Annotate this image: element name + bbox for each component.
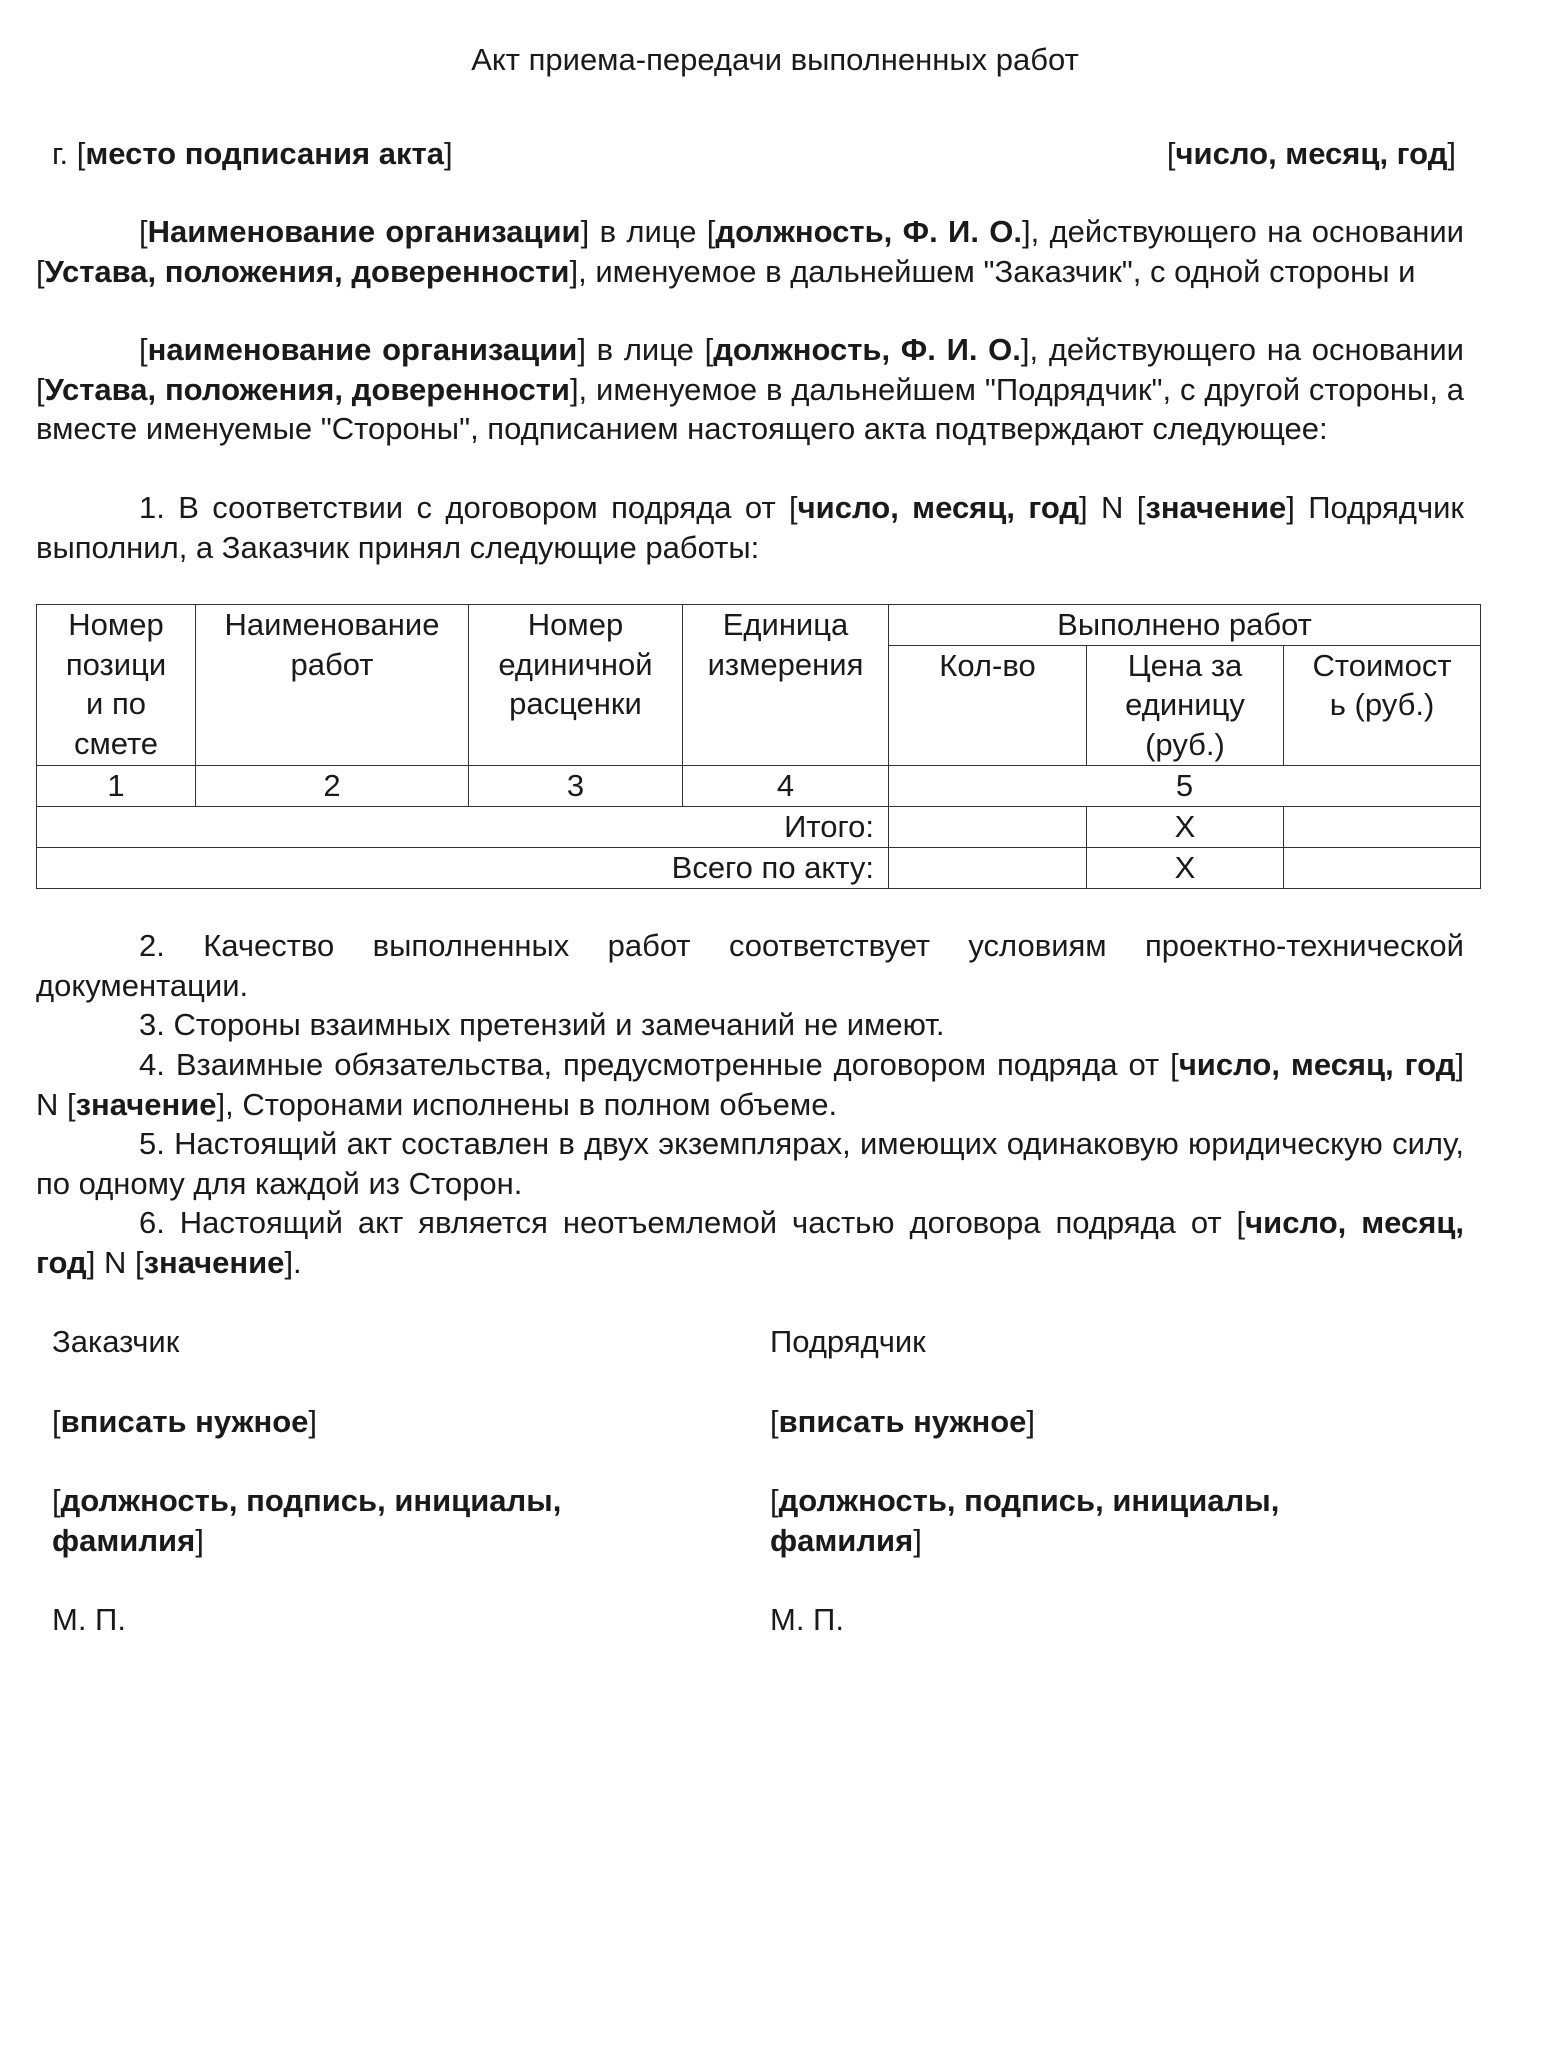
column-number: 4 [683, 765, 889, 806]
clause-5: 5. Настоящий акт составлен в двух экземплярах, имеющих одинаковую юридическую силу, по одному для каждой из Сторон. [36, 1126, 1464, 1201]
clause-6: 6. Настоящий акт является неотъемлемой частью договора подряда от [число, месяц, год] N [значение]. [36, 1205, 1464, 1280]
contractor-name-placeholder: [вписать нужное] [770, 1403, 1036, 1439]
works-table [36, 604, 1481, 889]
header-position-number: Номер позици и по смете [37, 605, 196, 766]
header-unit: Единица измерения [683, 605, 889, 766]
grand-quantity-cell [889, 847, 1087, 888]
column-number: 5 [889, 765, 1481, 806]
document-title: Акт приема-передачи выполненных работ [471, 42, 1079, 77]
date-line: [число, месяц, год] [1166, 136, 1456, 171]
customer-stamp: М. П. [52, 1602, 126, 1637]
total-quantity-cell [889, 806, 1087, 847]
header-rate-number: Номер единичной расценки [469, 605, 683, 766]
place-placeholder: место подписания акта [85, 136, 444, 171]
intro-paragraph-customer: [Наименование организации] в лице [должность, Ф. И. О.], действующего на основании [Устава, положения, доверенности], именуемое в дальнейшем "Заказчик", с одной стороны и [36, 214, 1464, 289]
contractor-stamp: М. П. [770, 1602, 844, 1637]
contractor-signature-block: Подрядчик [вписать нужное] [должность, подпись, инициалы, фамилия] М. П. [770, 1322, 1470, 1640]
intro-paragraph-contractor: [наименование организации] в лице [должность, Ф. И. О.], действующего на основании [Устава, положения, доверенности], именуемое в дальнейшем "Подрядчик", с другой стороны, а вместе именуемые "Стороны", подписанием настоящего акта подтверждают следующее: [36, 332, 1465, 446]
clause-2: 2. Качество выполненных работ соответствует условиям проектно-технической документации. [36, 928, 1464, 1003]
customer-role: Заказчик [52, 1324, 180, 1359]
column-number: 2 [196, 765, 469, 806]
clause-3: 3. Стороны взаимных претензий и замечаний не имеют. [139, 1007, 945, 1042]
customer-sign-placeholder: [должность, подпись, инициалы, [52, 1483, 562, 1518]
total-price-x: X [1087, 806, 1284, 847]
header-works-done: Выполнено работ [889, 605, 1481, 646]
contractor-sign-placeholder: [должность, подпись, инициалы, [770, 1483, 1280, 1518]
customer-signature-block: Заказчик [вписать нужное] [должность, подпись, инициалы, фамилия] М. П. [52, 1322, 692, 1640]
total-label: Итого: [37, 806, 889, 847]
column-number: 1 [37, 765, 196, 806]
grand-cost-cell [1284, 847, 1481, 888]
customer-name-placeholder: [вписать нужное] [52, 1403, 318, 1439]
contractor-role: Подрядчик [770, 1324, 926, 1359]
header-quantity: Кол-во [889, 645, 1087, 765]
date-placeholder: число, месяц, год [1175, 136, 1448, 171]
header-work-name: Наименование работ [196, 605, 469, 766]
grand-price-x: X [1087, 847, 1284, 888]
column-number: 3 [469, 765, 683, 806]
header-unit-price: Цена за единицу (руб.) [1087, 645, 1284, 765]
total-cost-cell [1284, 806, 1481, 847]
place-line: г. [место подписания акта] [52, 136, 453, 171]
clause-4: 4. Взаимные обязательства, предусмотренные договором подряда от [число, месяц, год] N [значение], Сторонами исполнены в полном объеме. [36, 1047, 1465, 1122]
clause-1: 1. В соответствии с договором подряда от [число, месяц, год] N [значение] Подрядчик выполнил, а Заказчик принял следующие работы: [36, 490, 1464, 565]
header-cost: Стоимост ь (руб.) [1284, 645, 1481, 765]
grand-total-label: Всего по акту: [37, 847, 889, 888]
